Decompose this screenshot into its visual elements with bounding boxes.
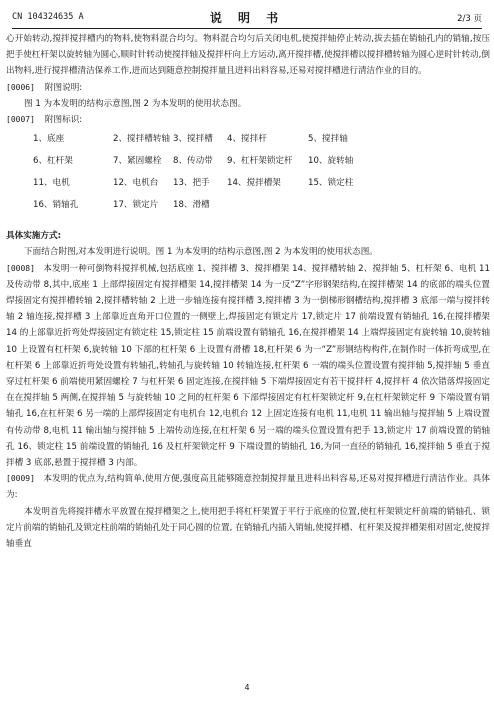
parts-row	[33, 128, 490, 150]
paragraph-0009	[6, 471, 490, 503]
paragraph-number: [0009]	[6, 474, 35, 484]
page-number: 4	[244, 683, 250, 692]
part-label: 1、底座	[33, 134, 65, 145]
paragraph-0009-continuation: 本发明首先将搅拌槽水平放置在搅拌槽架之上,使用把手将杠杆架置于平行于底座的位置,使杠杆架锁定杆前端的销轴孔、锁定片前端的销轴孔及锁定柱前端的销轴孔处于同心圆的位置, 在销轴孔内插入销轴,使搅拌槽、杠杆架及搅拌槽架相对固定,使搅拌轴垂直	[6, 506, 490, 550]
document-body	[6, 31, 490, 552]
part-label: 17、锁定片	[113, 200, 159, 211]
part-label: 13、把手	[173, 178, 210, 189]
document-number: CN 104324635 A	[12, 12, 84, 22]
continued-paragraph: 心开始转动,搅拌搅拌槽内的物料,使物料混合均匀。物料混合均匀后关闭电机,使搅拌轴停止转动,拔去插在销轴孔内的销轴,按压把手使杠杆架以旋转轴为圆心,顺时针转动使搅拌轴及搅拌杆向上方运动,离开搅拌槽,使搅拌槽以搅拌槽转轴为圆心逆时针转动,倒出物料,进行搅拌槽清洁保养工作,进而达到随意控制搅拌量且进料出料容易,还易对搅拌槽进行清洁作业的目的。	[6, 34, 490, 77]
document-title: 说 明 书	[209, 11, 285, 25]
intro-paragraph: 下面结合附图,对本发明进行说明。图 1 为本发明的结构示意图,图 2 为本发明的使用状态图。	[24, 247, 378, 258]
page-header	[12, 6, 482, 29]
paragraph-number: [0008]	[6, 263, 35, 273]
part-label: 7、紧固螺栓	[113, 156, 162, 167]
part-label: 18、滑槽	[173, 200, 210, 211]
paragraph-0008	[6, 261, 490, 472]
part-label: 4、搅拌杆	[227, 134, 267, 145]
paragraph-0006-heading	[6, 80, 490, 96]
parts-row	[33, 172, 490, 194]
section-heading: 附图说明:	[44, 82, 83, 93]
part-label: 15、锁定柱	[308, 178, 354, 189]
paragraph-number: [0007]	[6, 115, 35, 125]
paragraph-0007-heading	[6, 112, 490, 128]
part-label: 16、销轴孔	[33, 200, 79, 211]
paragraph-text: 本发明一种可倒物料搅拌机械,包括底座 1、搅拌槽 3、搅拌槽架 14、搅拌槽转轴 2、搅拌轴 5、杠杆架 6、电机 11 及传动带 8,其中,底座 1 上部焊接固定有搅拌槽架 14,搅拌槽架 14 为一反“Z”字形钢架结构,在搅拌槽架 14 的底部的端头位置焊接固定有搅拌槽转轴 2,搅拌槽转轴 2 上进一步轴连接有搅拌槽 3,搅拌槽 3 为一倒梯形钢槽结构,搅拌槽 3 底部一端与搅拌转轴 2 轴连接,搅拌槽 3 上部靠近直角开口位置的一侧壁上,焊接固定有锁定片 17,锁定片 17 前端设置有销轴孔 16,在搅拌槽架 14 的上部靠近折弯处焊接固定有锁定柱 15,锁定柱 15 前端设置有销轴孔 16,在搅拌槽架 14 上端焊接固定有旋转轴 10,旋转轴 10 上设置有杠杆架 6,旋转轴 10 下部的杠杆架 6 上设置有滑槽 18,杠杆架 6 为一“Z”形钢结构构件,在制作时一体折弯成型,在杠杆架 6 上部靠近折弯处设置有转轴孔,转轴孔与旋转轴 10 转轴连接,杠杆架 6 一端的端头位置设置有搅拌轴 5,搅拌轴 5 垂直穿过杠杆架 6 前端使用紧固螺栓 7 与杠杆架 6 固定连接,在搅拌轴 5 下端焊接固定有若干搅拌杆 4,搅拌杆 4 依次错落焊接固定在在搅拌轴 5 两侧,在搅拌轴 5 与旋转轴 10 之间的杠杆架 6 下部焊接固定有杠杆架锁定杆 9,在杠杆架锁定杆 9 下端设置有销轴孔 16,在杠杆架 6 另一端的上部焊接固定有电机台 12,电机台 12 上固定连接有电机 11,电机 11 输出轴与搅拌轴 5 上端设置有传动带 8,电机 11 输出轴与搅拌轴 5 上端传动连接,在杠杆架 6 另一端的端头位置设置有把手 13,锁定片 17 前端设置的销轴孔 16、锁定柱 15 前端设置的销轴孔 16 及杠杆架锁定杆 9 下端设置的销轴孔 16,为同一直径的销轴孔 16,搅拌轴 5 垂直于搅拌槽 3 底部,悬置于搅拌槽 3 内部。	[6, 263, 490, 469]
parts-list	[33, 128, 490, 216]
part-label: 12、电机台	[113, 178, 159, 189]
parts-row	[33, 150, 490, 172]
part-label: 8、传动带	[173, 156, 213, 167]
section-heading: 附图标识:	[44, 115, 83, 126]
part-label: 2、搅拌槽转轴	[113, 134, 171, 145]
section-title: 具体实施方式:	[6, 231, 61, 242]
part-label: 6、杠杆架	[33, 156, 73, 167]
part-label: 11、电机	[33, 178, 70, 189]
paragraph-text: 本发明的优点为,结构简单,使用方便,强度高且能够随意控制搅拌量且进料出料容易,还易对搅拌槽进行清洁作业。具体为:	[6, 474, 490, 501]
part-label: 9、杠杆架锁定杆	[227, 156, 293, 167]
paragraph-0006-text: 图 1 为本发明的结构示意图,图 2 为本发明的使用状态图。	[24, 98, 247, 109]
part-label: 5、搅拌轴	[308, 134, 348, 145]
part-label: 10、旋转轴	[308, 156, 354, 167]
part-label: 3、搅拌槽	[173, 134, 213, 145]
page-indicator: 2/3 页	[457, 14, 482, 24]
part-label: 14、搅拌槽架	[227, 178, 281, 189]
paragraph-number: [0006]	[6, 82, 35, 92]
parts-row	[33, 194, 490, 216]
